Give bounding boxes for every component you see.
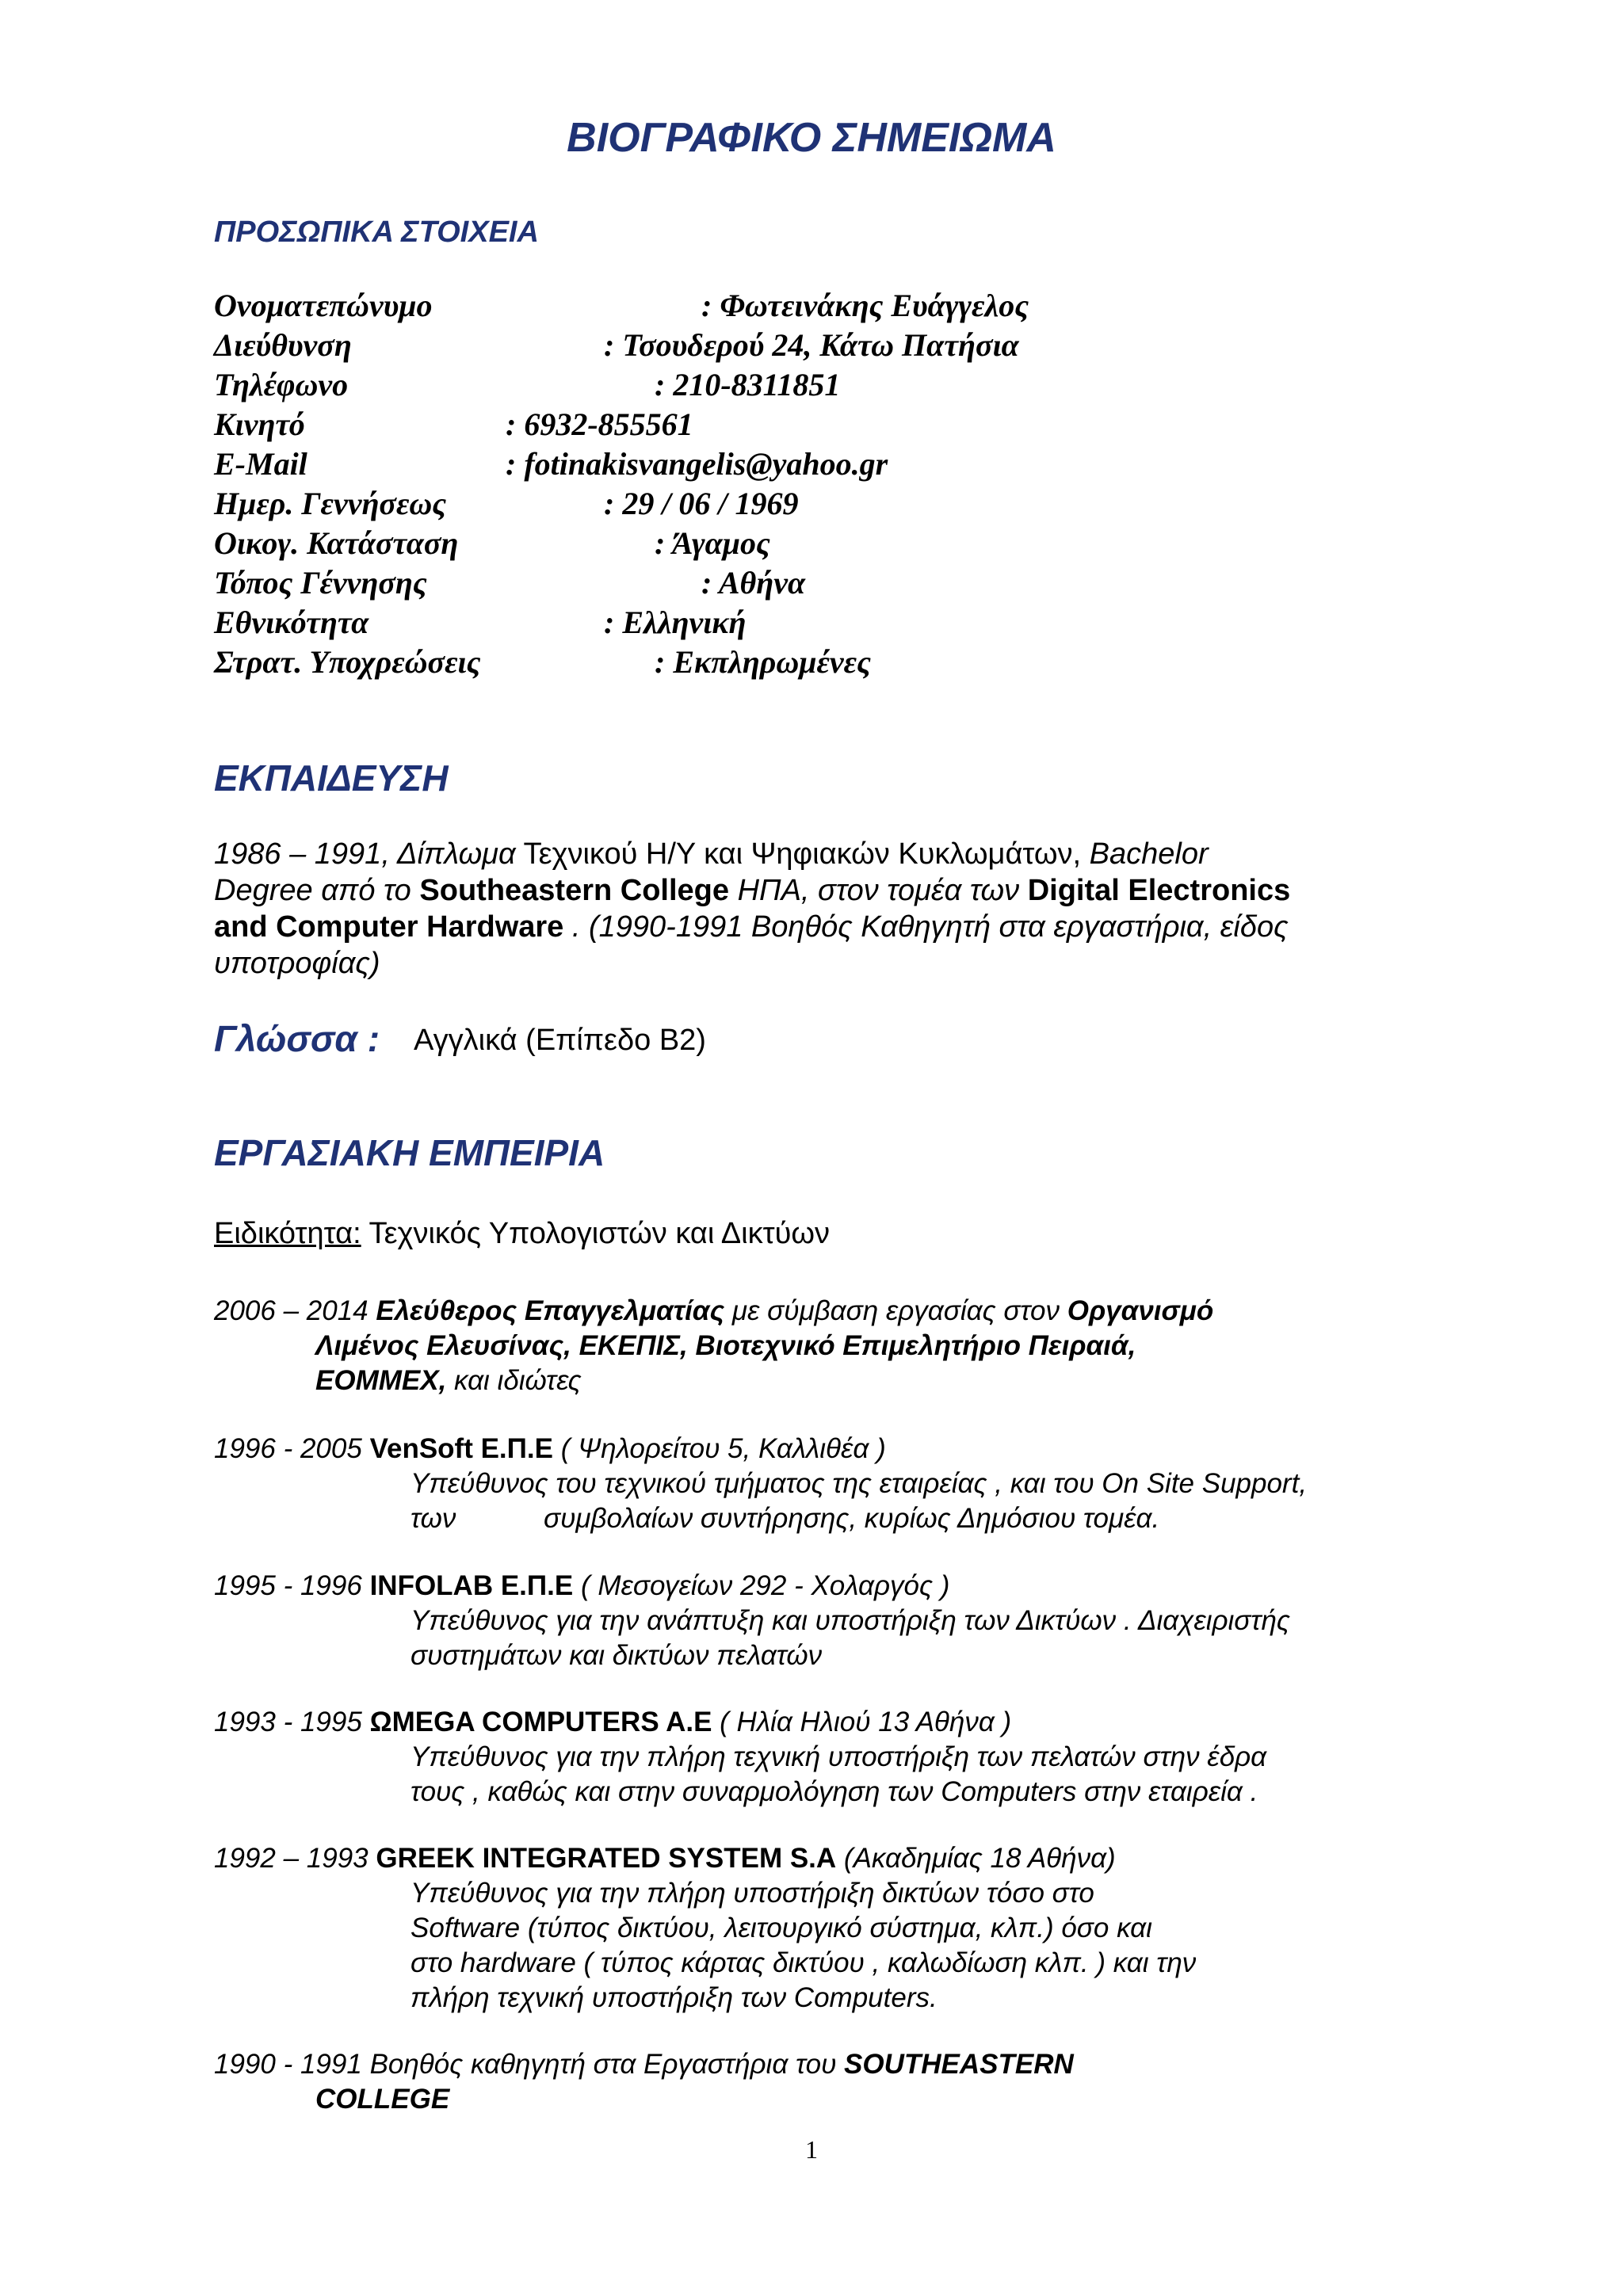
education-field-prefix: ΗΠΑ, στον τομέα των <box>729 874 1028 907</box>
job-6-org-cont: COLLEGE <box>315 2084 450 2115</box>
personal-label-birthplace: Τόπος Γέννησης <box>214 565 427 601</box>
job-1-line-3 <box>315 1363 582 1398</box>
job-4-years: 1993 - 1995 <box>214 1707 370 1737</box>
document-title: ΒΙΟΓΡΑΦΙΚΟ ΣΗΜΕΙΩΜΑ <box>567 115 1056 161</box>
personal-value-name: : Φωτεινάκης Ευάγγελος <box>701 288 1029 323</box>
job-6-line-1 <box>214 2047 1074 2082</box>
personal-label-military: Στρατ. Υποχρεώσεις <box>214 644 481 680</box>
personal-value-marital: : Άγαμος <box>655 525 770 561</box>
job-2-desc-1: Υπεύθυνος του τεχνικού τμήματος της εταιρείας , και του On Site Support, <box>411 1468 1308 1499</box>
job-2-line-1 <box>214 1432 886 1466</box>
education-line-2 <box>214 872 1290 909</box>
job-1-years: 2006 – 2014 <box>214 1295 376 1326</box>
job-5-line-1 <box>214 1841 1116 1876</box>
education-college: Southeastern College <box>419 874 730 907</box>
job-6-text: Βοηθός καθηγητή στα Εργαστήρια του <box>369 2049 845 2080</box>
job-2-company: VenSoft Ε.Π.Ε <box>369 1433 553 1464</box>
job-3-desc-1: Υπεύθυνος για την ανάπτυξη και υποστήριξη των Δικτύων . Διαχειριστής <box>411 1605 1290 1636</box>
job-1-text: με σύμβαση εργασίας στον <box>724 1295 1067 1326</box>
education-line-1 <box>214 836 1209 872</box>
personal-label-birthdate: Ημερ. Γεννήσεως <box>214 486 447 521</box>
job-2-desc-2b: συμβολαίων συντήρησης, κυρίως Δημόσιου τομέα. <box>544 1503 1160 1534</box>
job-5-company: GREEK INTEGRATED SYSTEM S.A <box>376 1843 837 1874</box>
job-5-desc-4: πλήρη τεχνική υποστήριξη των Computers. <box>411 1982 938 2013</box>
job-5-desc-3: στο hardware ( τύπος κάρτας δικτύου , καλωδίωση κλπ. ) και την <box>411 1947 1197 1978</box>
job-5-address: (Ακαδημίας 18 Αθήνα) <box>836 1843 1116 1874</box>
personal-label-address: Διεύθυνση <box>214 327 352 363</box>
education-line-3 <box>214 909 1289 945</box>
education-bachelor: Bachelor <box>1081 837 1209 871</box>
job-1-org: Οργανισμό <box>1067 1295 1214 1326</box>
personal-value-birthdate: : 29 / 06 / 1969 <box>604 486 799 521</box>
experience-heading: ΕΡΓΑΣΙΑΚΗ ΕΜΠΕΙΡΙΑ <box>214 1132 605 1173</box>
job-2-address: ( Ψηλορείτου 5, Καλλιθέα ) <box>553 1433 886 1464</box>
job-6-years: 1990 - 1991 <box>214 2049 370 2080</box>
specialty-label: Ειδικότητα: <box>214 1217 361 1250</box>
personal-value-mobile: : 6932-855561 <box>506 406 693 442</box>
job-2-years: 1996 - 2005 <box>214 1433 370 1464</box>
language-label: Γλώσσα : <box>214 1018 380 1059</box>
personal-label-name: Ονοματεπώνυμο <box>214 288 433 323</box>
language-value: Αγγλικά (Επίπεδο Β2) <box>414 1024 706 1057</box>
personal-value-birthplace: : Αθήνα <box>701 565 806 601</box>
job-5-desc-2: Software (τύπος δικτύου, λειτουργικό σύστημα, κλπ.) όσο και <box>411 1913 1152 1943</box>
education-heading: ΕΚΠΑΙΔΕΥΣΗ <box>214 757 449 799</box>
job-3-address: ( Μεσογείων 292 - Χολαργός ) <box>573 1570 950 1601</box>
personal-value-email: : fotinakisvangelis@yahoo.gr <box>506 446 888 482</box>
job-1-role: Ελεύθερος Επαγγελματίας <box>376 1295 725 1326</box>
job-3-years: 1995 - 1996 <box>214 1570 370 1601</box>
personal-label-email: E-Mail <box>214 446 307 482</box>
personal-value-nationality: : Ελληνική <box>604 605 747 640</box>
specialty-line <box>214 1217 830 1251</box>
education-diploma-title: Τεχνικού Η/Υ και Ψηφιακών Κυκλωμάτων, <box>515 837 1082 871</box>
job-5-desc-1: Υπεύθυνος για την πλήρη υποστήριξη δικτύων τόσο στο <box>411 1878 1094 1909</box>
education-years-diploma: 1986 – 1991, Δίπλωμα <box>214 837 516 871</box>
job-5-years: 1992 – 1993 <box>214 1843 376 1874</box>
job-6-org: SOUTHEASTERN <box>844 2049 1074 2080</box>
education-field-1: Digital Electronics <box>1027 874 1291 907</box>
job-3-company: INFOLAB Ε.Π.Ε <box>369 1570 574 1601</box>
page-number: 1 <box>805 2135 818 2164</box>
job-4-desc-2: τους , καθώς και στην συναρμολόγηση των Computers στην εταιρεία . <box>411 1776 1258 1807</box>
education-field-2: and Computer Hardware <box>214 910 564 944</box>
job-4-company: ΩMEGA COMPUTERS A.E <box>369 1707 712 1737</box>
job-4-address: ( Ηλία Ηλιού 13 Αθήνα ) <box>712 1707 1012 1737</box>
personal-value-address: : Τσουδερού 24, Κάτω Πατήσια <box>604 327 1019 363</box>
education-line-4: υποτροφίας) <box>214 947 380 980</box>
job-3-line-1 <box>214 1569 949 1604</box>
job-4-desc-1: Υπεύθυνος για την πλήρη τεχνική υποστήριξη των πελατών στην έδρα <box>411 1741 1267 1772</box>
job-2-desc-2a: των <box>411 1503 456 1534</box>
job-1-line-1 <box>214 1294 1213 1329</box>
personal-heading: ΠΡΟΣΩΠΙΚΑ ΣΤΟΙΧΕΙΑ <box>214 215 539 249</box>
job-3-desc-2: συστημάτων και δικτύων πελατών <box>411 1640 823 1671</box>
job-1-org-last: ΕΟΜΜΕΧ, <box>315 1365 447 1396</box>
personal-label-marital: Οικογ. Κατάσταση <box>214 525 459 561</box>
job-1-line-2: Λιμένος Ελευσίνας, ΕΚΕΠΙΣ, Βιοτεχνικό Επιμελητήριο Πειραιά, <box>315 1330 1136 1361</box>
job-1-others: και ιδιώτες <box>446 1365 582 1396</box>
personal-label-phone: Τηλέφωνο <box>214 367 349 402</box>
job-4-line-1 <box>214 1705 1011 1740</box>
education-degree-from: Degree από το <box>214 874 420 907</box>
personal-value-phone: : 210-8311851 <box>655 367 841 402</box>
specialty-value: Τεχνικός Υπολογιστών και Δικτύων <box>361 1217 831 1250</box>
personal-value-military: : Εκπληρωμένες <box>655 644 871 680</box>
personal-label-nationality: Εθνικότητα <box>214 605 369 640</box>
personal-label-mobile: Κινητό <box>214 406 305 442</box>
education-assistant-note: . (1990-1991 Βοηθός Καθηγητή στα εργαστήρια, είδος <box>563 910 1289 944</box>
